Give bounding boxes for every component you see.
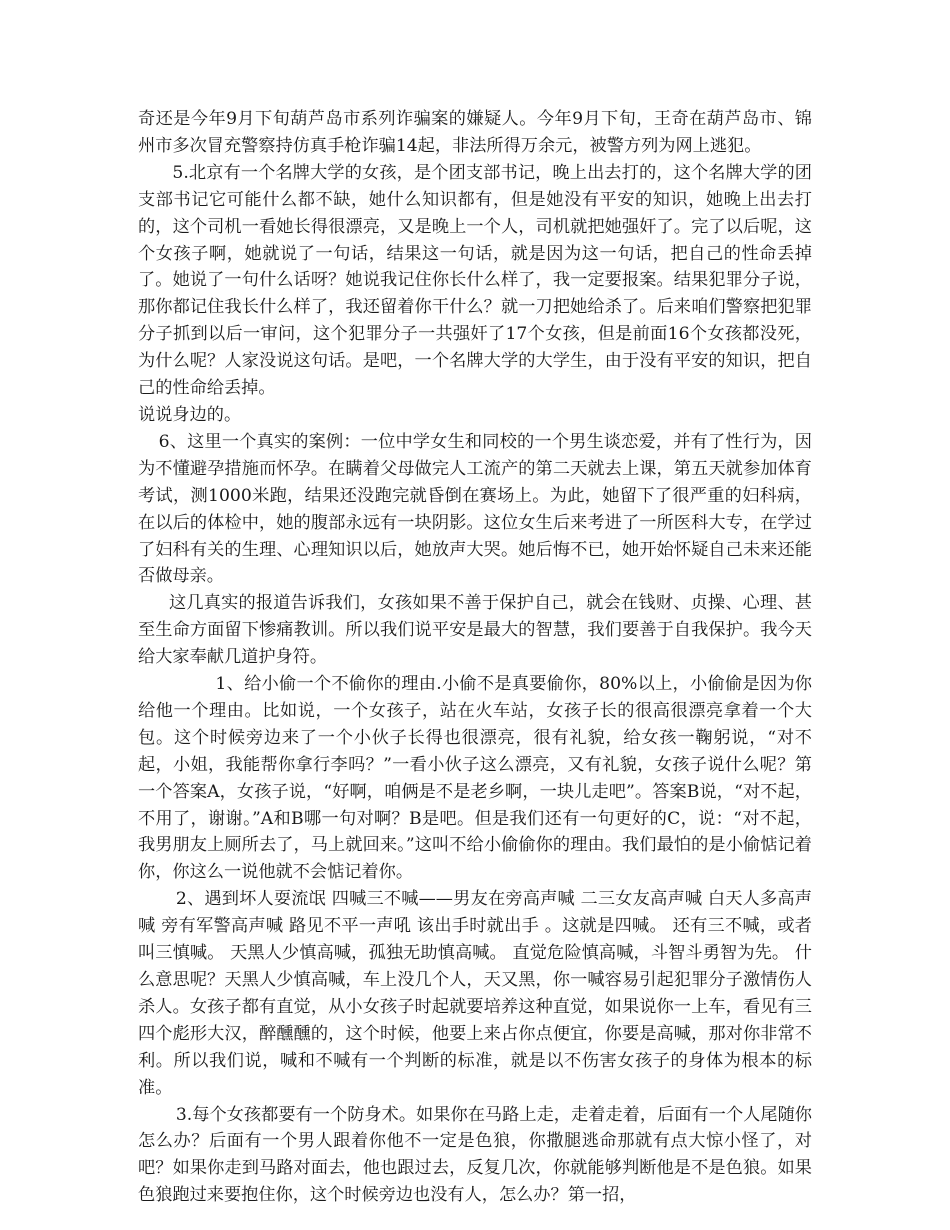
paragraph-tip-1: 1、给小偷一个不偷你的理由.小偷不是真要偷你，80%以上，小偷偷是因为你给他一个理由。比如说，一个女孩子，站在火车站，女孩子长的很高很漂亮拿着一个大包。这个时候旁边来了一个小伙子长得也很漂亮，很有礼貌，给女孩一鞠躬说，“对不起，小姐，我能帮你拿行李吗？”一看小伙子这么漂亮，又有礼貌，女孩子说什么呢？第一个答案A，女孩子说，“好啊，咱俩是不是老乡啊，一块儿走吧”。答案B说，“对不起，不用了，谢谢。”A和B哪一句对啊？B是吧。但是我们还有一句更好的C，说：“对不起，我男朋友上厕所去了，马上就回来。”这叫不给小偷偷你的理由。我们最怕的是小偷惦记着你，你这么一说他就不会惦记着你。: [138, 674, 812, 883]
paragraph-tip-2: 2、遇到坏人耍流氓 四喊三不喊——男友在旁高声喊 二三女友高声喊 白天人多高声喊 旁有军警高声喊 路见不平一声吼 该出手时就出手 。这就是四喊。 还有三不喊，或者叫三慎喊。 天黑人少慎高喊，孤独无助慎高喊。 直觉危险慎高喊，斗智斗勇智为先。 什么意思呢？天黑人少慎高喊，车上没几个人，天又黑，你一喊容易引起犯罪分子激情伤人杀人。女孩子都有直觉，从小女孩子时起就要培养这种直觉，如果说你一上车，看见有三四个彪形大汉，醉醺醺的，这个时候，他要上来占你点便宜，你要是高喊，那对你非常不利。所以我们说，喊和不喊有一个判断的标准，就是以不伤害女孩子的身体为根本的标准。: [138, 889, 812, 1098]
paragraph-nearby-heading: 说说身边的。: [138, 404, 242, 425]
paragraph-case-5: 5.北京有一个名牌大学的女孩，是个团支部书记，晚上出去打的，这个名牌大学的团支部书记它可能什么都不缺，她什么知识都有，但是她没有平安的知识，她晚上出去打的，这个司机一看她长得很漂亮，又是晚上一个人，司机就把她强奸了。完了以后呢，这个女孩子啊，她就说了一句话，结果这一句话，就是因为这一句话，把自己的性命丢掉了。她说了一句什么话呀？她说我记住你长什么样了，我一定要报案。结果犯罪分子说，那你都记住我长什么样了，我还留着你干什么？就一刀把她给杀了。后来咱们警察把犯罪分子抓到以后一审问，这个犯罪分子一共强奸了17个女孩，但是前面16个女孩都没死，为什么呢？人家没说这句话。是吧，一个名牌大学的大学生，由于没有平安的知识，把自己的性命给丢掉。: [138, 162, 812, 399]
document-page: [138, 106, 812, 1209]
paragraph-summary: 这几真实的报道告诉我们，女孩如果不善于保护自己，就会在钱财、贞操、心理、甚至生命方面留下惨痛教训。所以我们说平安是最大的智慧，我们要善于自我保护。我今天给大家奉献几道护身符。: [138, 593, 812, 668]
paragraph-fraud-suspect: 奇还是今年9月下旬葫芦岛市系列诈骗案的嫌疑人。今年9月下旬，王奇在葫芦岛市、锦州市多次冒充警察持仿真手枪诈骗14起，非法所得万余元，被警方列为网上逃犯。: [138, 109, 812, 156]
paragraph-tip-3: 3.每个女孩都要有一个防身术。如果你在马路上走，走着走着，后面有一个人尾随你怎么办？后面有一个男人跟着你他不一定是色狼，你撒腿逃命那就有点大惊小怪了，对吧？如果你走到马路对面去，他也跟过去，反复几次，你就能够判断他是不是色狼。如果色狼跑过来要抱住你，这个时候旁边也没有人，怎么办？第一招，: [138, 1104, 812, 1206]
paragraph-case-6: 6、这里一个真实的案例：一位中学女生和同校的一个男生谈恋爱，并有了性行为，因为不懂避孕措施而怀孕。在瞒着父母做完人工流产的第二天就去上课，第五天就参加体育考试，测1000米跑，结果还没跑完就昏倒在赛场上。为此，她留下了很严重的妇科病，在以后的体检中，她的腹部永远有一块阴影。这位女生后来考进了一所医科大专，在学过了妇科有关的生理、心理知识以后，她放声大哭。她后悔不已，她开始怀疑自己未来还能否做母亲。: [138, 431, 812, 587]
